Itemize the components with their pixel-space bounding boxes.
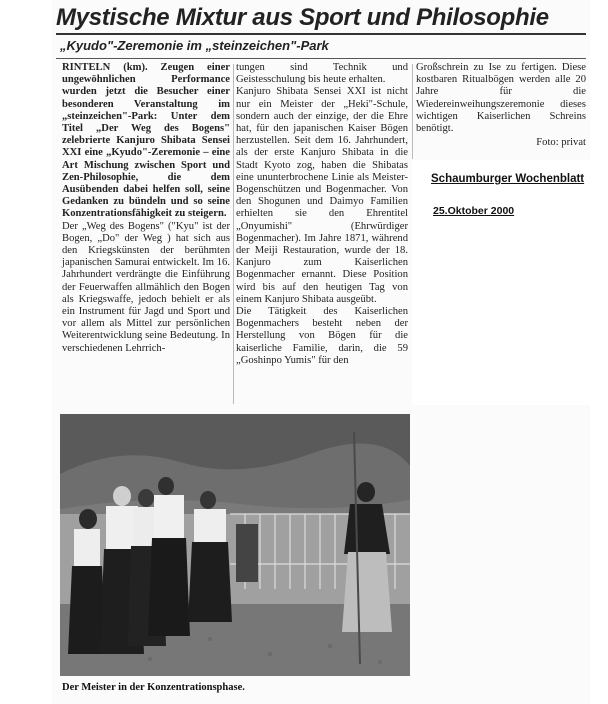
kyudo-ceremony-photo xyxy=(60,414,410,676)
annotation-area xyxy=(412,160,608,405)
article-photo xyxy=(60,414,410,676)
article-lead: RINTELN (km). Zeugen einer ungewöhnlichen Performance wurden jetzt die Besucher einer besonderen Veranstaltung im „steinzeichen"-Park: Unter dem Titel „Der Weg des Bogens" zelebrierte Kanjuro Shibata Sensei XXI eine „Kyudo"-Zeremonie – eine Art Mischung zwischen Sport und Zen-Philosophie, die dem Ausübenden dabei helfen soll, seine Gedanken zu bündeln und so seine Konzentrationsfähigkeit zu steigern. xyxy=(62,62,230,220)
article-headline: Mystische Mixtur aus Sport und Philosophie xyxy=(56,4,549,31)
article-paragraph: tungen sind Technik und Geistesschulung bis heute erhalten. xyxy=(236,62,408,86)
photo-credit: Foto: privat xyxy=(536,137,586,149)
article-column-2 xyxy=(236,62,408,367)
article-paragraph: Der „Weg des Bogens" ("Kyu" ist der Bogen, „Do" der Weg ) hat sich aus den Kriegskünsten der berühmten japanischen Samurai entwickelt. Im 16. Jahrhundert verdrängte die Einführung der Feuerwaffen allmählich den Bogen als Kriegswaffe, jedoch behielt er als ein Instrument für Jagd und Sport und vor allem als Mittel zur persönlichen Weiterentwicklung seine Bedeutung. In verschiedenen Lehrrich- xyxy=(62,220,230,354)
article-paragraph: Großschrein zu Ise zu fertigen. Diese kostbaren Ritualbögen werden alle 20 Jahre für die Wiedereinweihungszeremonie dieses wichtigen Kaiserlichen Schreins benötigt. xyxy=(416,62,586,135)
publication-date: 25.Oktober 2000 xyxy=(433,205,515,217)
subheadline-rule xyxy=(56,58,586,59)
article-column-3 xyxy=(416,62,586,149)
column-divider xyxy=(233,64,234,404)
article-paragraph: Die Tätigkeit des Kaiserlichen Bogenmachers besteht neben der Herstellung von Bögen für die kaiserliche Familie, darin, die 59 „Goshinpo Yumis" für den xyxy=(236,306,408,366)
article-subheadline: „Kyudo"-Zeremonie im „steinzeichen"-Park xyxy=(60,38,329,53)
photo-caption: Der Meister in der Konzentrationsphase. xyxy=(62,682,245,693)
column-divider xyxy=(412,64,413,159)
newspaper-name: Schaumburger Wochenblatt xyxy=(431,173,585,185)
headline-rule xyxy=(56,33,586,35)
article-column-1 xyxy=(62,62,230,355)
article-paragraph: Kanjuro Shibata Sensei XXI ist nicht nur ein Meister der „Heki"-Schule, sondern auch der einzige, der die Ehre hat, für den japanischen Kaiser Bögen herzustellen. Seit dem 16. Jahrhundert, als der erste Kanjuro Shibata in die Stadt Kyoto zog, haben die Shibatas eine ununterbrochene Linie als Meister-Bogenschützen und Bogenmacher. Von den Shogunen und Daimyo Familien erhielten sie den Ehrentitel „Onyumishi" (Ehrwürdiger Bogenmacher). Im Jahre 1871, während der Meiji Restauration, wurde der 18. Kanjuro zum Kaiserlichen Bogenmacher ernannt. Diese Position wird bis auf den heutigen Tag von einem Kanjuro Shibata ausgeübt. xyxy=(236,86,408,305)
